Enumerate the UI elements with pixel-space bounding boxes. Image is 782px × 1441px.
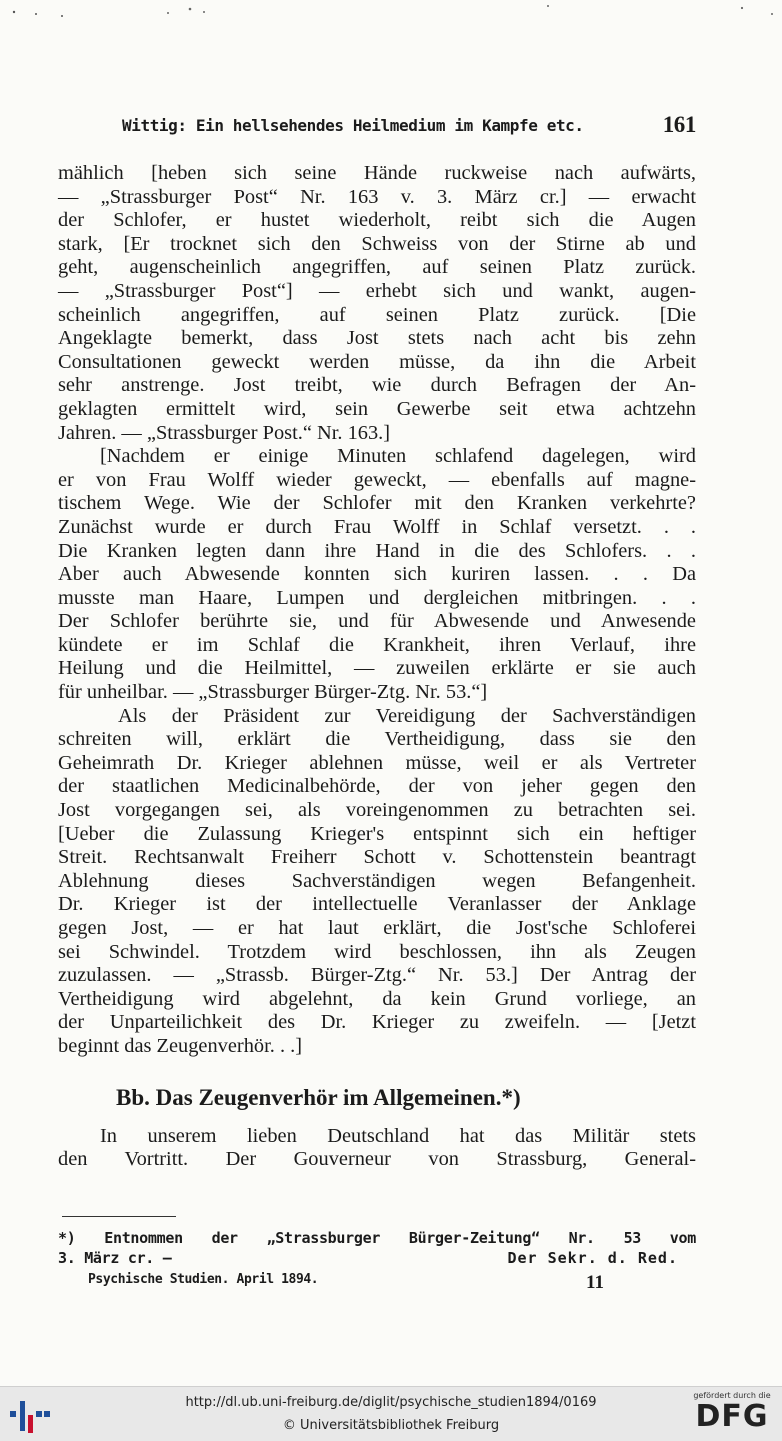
text-line: Streit. Rechtsanwalt Freiherr Schott v. Schottenstein beantragt bbox=[58, 846, 696, 869]
text-line: — „Strassburger Post“ Nr. 163 v. 3. März cr.] — erwacht bbox=[58, 185, 696, 208]
signature-number: 11 bbox=[586, 1272, 604, 1293]
text-line: geht, augenscheinlich angegriffen, auf seinen Platz zurück. bbox=[58, 256, 696, 279]
funder-caption: gefördert durch die bbox=[693, 1391, 771, 1400]
text-line: stark, [Er trocknet sich den Schweiss von der Stirne ab und bbox=[58, 232, 696, 255]
source-url[interactable]: http://dl.ub.uni-freiburg.de/diglit/psychische_studien1894/0169 bbox=[185, 1395, 597, 1410]
text-line: In unserem lieben Deutschland hat das Militär stets bbox=[100, 1124, 696, 1147]
text-line: für unheilbar. — „Strassburger Bürger-Ztg. Nr. 53.“] bbox=[58, 681, 488, 704]
text-line: der staatlichen Medicinalbehörde, der von jeher gegen den bbox=[58, 775, 696, 798]
text-line: Aber auch Abwesende konnten sich kuriren lassen. . . Da bbox=[58, 563, 696, 586]
text-line: Consultationen geweckt werden müsse, da ihn die Arbeit bbox=[58, 350, 696, 373]
text-line: sehr anstrenge. Jost treibt, wie durch Befragen der An- bbox=[58, 374, 696, 397]
running-head-title: Wittig: Ein hellsehendes Heilmedium im Kampfe etc. bbox=[122, 116, 584, 135]
text-line: sei Schwindel. Trotzdem wird beschlossen, ihn als Zeugen bbox=[58, 940, 696, 963]
text-line: Die Kranken legten dann ihre Hand in die des Schlofers. . . bbox=[58, 539, 696, 562]
footnote-line-2 bbox=[58, 1248, 696, 1268]
scan-specks bbox=[0, 0, 782, 30]
footnote bbox=[58, 1228, 696, 1268]
footnote-line: *) Entnommen der „Strassburger Bürger-Zeitung“ Nr. 53 vom bbox=[58, 1229, 696, 1247]
footnote-date: 3. März cr. — bbox=[58, 1249, 172, 1267]
dfg-logo bbox=[690, 1391, 774, 1437]
text-line: mählich [heben sich seine Hände ruckweise nach aufwärts, bbox=[58, 162, 696, 184]
section-heading: Bb. Das Zeugenverhör im Allgemeinen.*) bbox=[116, 1084, 521, 1110]
text-line: er von Frau Wolff wieder geweckt, — ebenfalls auf magne- bbox=[58, 468, 696, 491]
page-number: 161 bbox=[662, 112, 696, 137]
text-line: Ablehnung dieses Sachverständigen wegen Befangenheit. bbox=[58, 869, 696, 892]
text-line: Zunächst wurde er durch Frau Wolff in Schlaf versetzt. . . bbox=[58, 515, 696, 538]
text-line: Als der Präsident zur Vereidigung der Sachverständigen bbox=[118, 704, 696, 727]
text-line: Der Schlofer berührte sie, und für Abwesende und Anwesende bbox=[58, 610, 696, 633]
text-line: der Schlofer, er hustet wiederholt, reibt sich die Augen bbox=[58, 209, 696, 232]
text-line: schreiten will, erklärt die Vertheidigung, dass sie den bbox=[58, 728, 696, 751]
text-line: [Ueber die Zulassung Krieger's entspinnt sich ein heftiger bbox=[58, 822, 696, 845]
text-line: Geheimrath Dr. Krieger ablehnen müsse, weil er als Vertreter bbox=[58, 751, 696, 774]
viewer-footer bbox=[0, 1386, 782, 1441]
body-text bbox=[58, 162, 696, 1172]
footnote-editor-sign: Der Sekr. d. Red. bbox=[507, 1249, 678, 1267]
text-line: der Unparteilichkeit des Dr. Krieger zu zweifeln. — [Jetzt bbox=[58, 1011, 696, 1034]
text-line: Angeklagte bemerkt, dass Jost stets nach acht bis zehn bbox=[58, 327, 696, 350]
footnote-rule bbox=[62, 1216, 176, 1217]
text-line: den Vortritt. Der Gouverneur von Strassburg, General- bbox=[58, 1148, 696, 1171]
text-line: [Nachdem er einige Minuten schlafend dagelegen, wird bbox=[100, 445, 696, 468]
text-line: kündete er im Schlaf die Krankheit, ihren Verlauf, ihre bbox=[58, 633, 696, 656]
text-line: musste man Haare, Lumpen und dergleichen mitbringen. . . bbox=[58, 586, 696, 609]
dfg-logo-text: DFG bbox=[695, 1399, 769, 1434]
text-line: scheinlich angegriffen, auf seinen Platz zurück. [Die bbox=[58, 303, 696, 326]
text-line: geklagten ermittelt wird, sein Gewerbe seit etwa achtzehn bbox=[58, 397, 696, 420]
text-line: Jahren. — „Strassburger Post.“ Nr. 163.] bbox=[58, 421, 391, 444]
text-line: tischem Wege. Wie der Schlofer mit den Kranken verkehrte? bbox=[58, 492, 696, 515]
text-line: zuzulassen. — „Strassb. Bürger-Ztg.“ Nr. 53.] Der Antrag der bbox=[58, 964, 696, 987]
running-head bbox=[122, 112, 696, 137]
text-line: — „Strassburger Post“] — erhebt sich und wankt, augen- bbox=[58, 279, 696, 302]
text-line: Vertheidigung wird abgelehnt, da kein Grund vorliege, an bbox=[58, 987, 696, 1010]
text-line: Dr. Krieger ist der intellectuelle Veranlasser der Anklage bbox=[58, 893, 696, 916]
text-line: Heilung und die Heilmittel, — zuweilen erklärte er sie auch bbox=[58, 657, 696, 680]
text-line: Jost vorgegangen sei, als voreingenommen zu betrachten sei. bbox=[58, 799, 696, 822]
copyright-notice: © Universitätsbibliothek Freiburg bbox=[282, 1418, 500, 1433]
text-line: beginnt das Zeugenverhör. . .] bbox=[58, 1034, 303, 1057]
text-line: gegen Jost, — er hat laut erklärt, die Jost'sche Schloferei bbox=[58, 917, 696, 939]
journal-footer: Psychische Studien. April 1894. bbox=[88, 1272, 319, 1287]
